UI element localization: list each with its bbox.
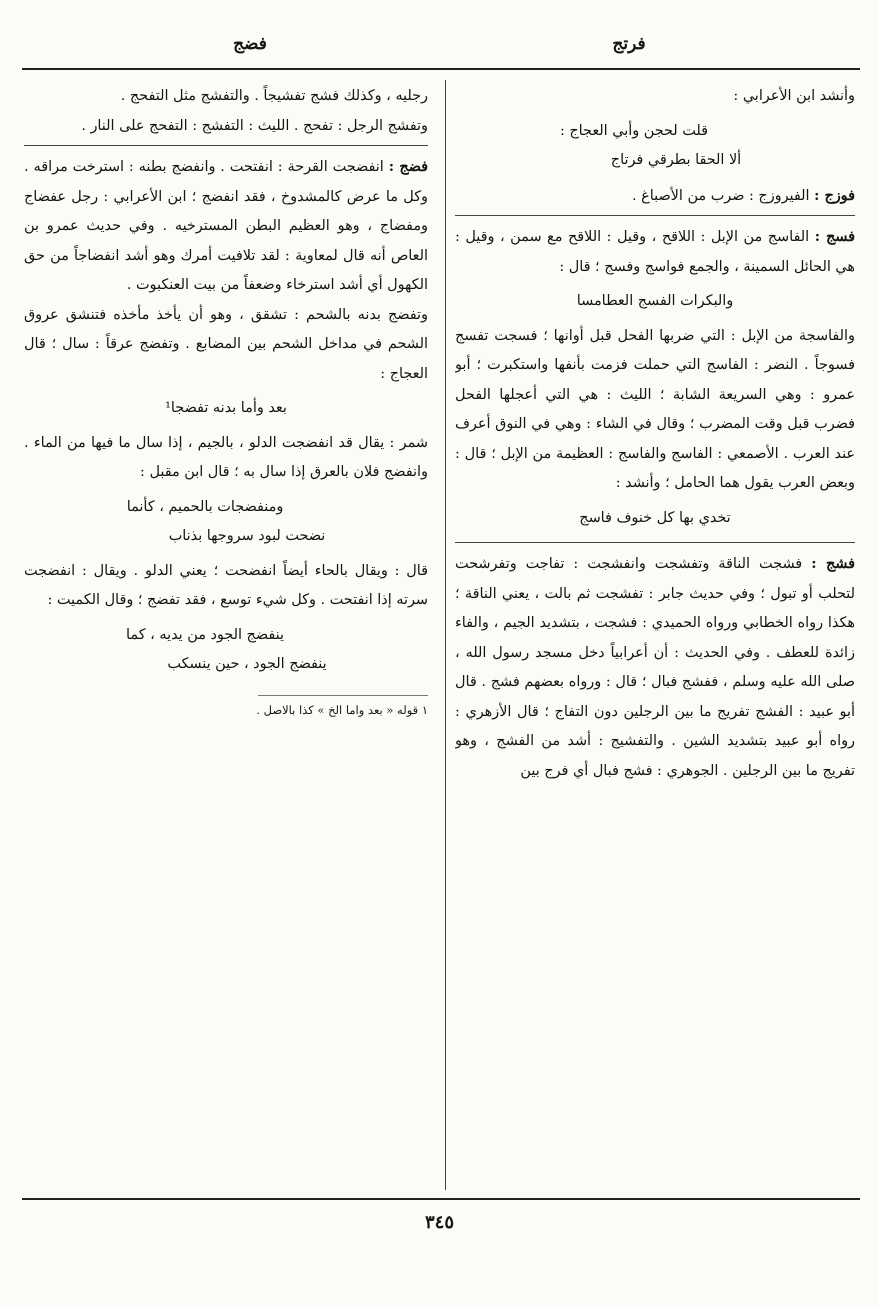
verse-line: بعد وأما بدنه تفضجا¹ xyxy=(165,400,287,416)
verse-line: ينفضج الجود ، حين ينسكب xyxy=(167,656,327,672)
entry-paragraph: قال : ويقال بالحاء أيضاً انفضحت ؛ يعني الدلو . ويقال : انفضجت سرته إذا انفتحت . وكل شيء توسع ، فقد تفضج ؛ وقال الكميت : xyxy=(24,562,428,608)
intro-line: وأنشد ابن الأعرابي : xyxy=(733,88,855,104)
column-divider xyxy=(445,80,446,1190)
verse-line: نضحت لبود سروجها بذناب xyxy=(168,528,326,544)
verse-line: والبكرات الفسج العطامسا xyxy=(576,293,734,309)
entry-fadaj xyxy=(24,152,428,301)
entry-text: انفضجت القرحة : انفتحت . وانفضج بطنه : استرخت مراقه . وكل ما عرض كالمشدوخ ، فقد انفضج ؛ ابن الأعرابي : رجل عفضاج ومفضاج ، وهو العظيم البطن المسترخيه . وفي حديث عمرو بن العاص أنه قال لمعاوية : لقد تلافيت أمرك وهو أشد انفضاجاً من حق الكهول أي أشد استرخاء وضعفاً من بيت العنكبوت . xyxy=(24,159,428,293)
entry-head: فسج : xyxy=(814,228,855,245)
entry-head: فضج : xyxy=(388,158,428,175)
footer-rule xyxy=(22,1198,860,1200)
verse-block xyxy=(24,488,428,557)
entry-head: فوزج : xyxy=(814,186,855,204)
verse-block xyxy=(455,282,855,322)
entry-fasaj xyxy=(455,222,855,282)
entry-paragraph: والفاسجة من الإبل : التي ضربها الفحل قبل أوانها ؛ فسجت تفسج فسوجاً . النضر : الفاسج التي حملت فزمت بأنفها واستكبرت ؛ أبو عمرو : وهي السريعة الشابة ؛ الليث : هي التي أعجلها الفحل فضرب قبل وقت المضرب ؛ وقال في الشاء : وهي في النوق أعرف عند العرب . الأصمعي : الفاسج والفاسج : العظيمة من الإبل ؛ قال : وبعض العرب يقول هما الحامل ؛ وأنشد : xyxy=(455,327,855,491)
entry-separator xyxy=(455,542,855,543)
entry-paragraph: رجليه ، وكذلك فشج تفشيجاً . والتفشج مثل التفحج . xyxy=(120,88,428,104)
verse-line: قلت لحجن وأبي العجاج : xyxy=(559,122,709,139)
entry-fashaj xyxy=(455,549,855,786)
right-column xyxy=(455,82,855,1192)
left-column xyxy=(24,82,428,1192)
entry-paragraph: وتفضج بدنه بالشحم : تشقق ، وهو أن يأخذ مأخذه فتنشق عروق الشحم في مداخل الشحم بين المضابع . وتفضج عرقاً : سال ؛ قال العجاج : xyxy=(24,306,428,382)
verse-line: ينفضج الجود من يديه ، كما xyxy=(126,626,284,643)
verse-line: ألا الحقا بطرقي فرتاج xyxy=(610,152,742,168)
page-number: ٣٤٥ xyxy=(424,1212,454,1233)
entry-paragraph: شمر : يقال قد انفضجت الدلو ، بالجيم ، إذا سال ما فيها من الماء . وانفضج فلان بالعرق إذا سال به ؛ قال ابن مقبل : xyxy=(24,434,428,480)
entry-text: الفيروزج : ضرب من الأصباغ . xyxy=(632,187,810,204)
header-root-word-left: فضج xyxy=(233,34,267,54)
page-header xyxy=(0,34,879,64)
entry-separator xyxy=(24,145,428,146)
verse-line: تخدي بها كل خنوف فاسج xyxy=(579,509,731,526)
entry-fawzaj xyxy=(455,181,855,212)
verse-block xyxy=(24,616,428,685)
entry-head: فشج : xyxy=(811,555,855,572)
verse-block xyxy=(24,389,428,429)
header-rule xyxy=(22,68,860,70)
footnote-rule xyxy=(258,695,428,696)
entry-text: الفاسج من الإبل : اللاقح ، وقيل : اللاقح مع سمن ، وقيل : هي الحائل السمينة ، والجمع فواسج وفسج ؛ قال : xyxy=(455,229,855,275)
header-root-word-right: فرتج xyxy=(612,34,646,54)
entry-text: فشجت الناقة وتفشجت وانفشجت : تفاجت وتفرشحت لتحلب أو تبول ؛ وفي حديث جابر : تفشجت ثم بالت ، يعني الناقة ؛ هكذا رواه الخطابي ورواه الحميدي : فشجت ، بتشديد الجيم ، والفاء زائدة للعطف . وفي الحديث : أن أعرابياً دخل مسجد رسول الله ، صلى الله عليه وسلم ، ففشج فبال ؛ قال : ورواه بعضهم فشج . قال أبو عبيد : الفشج تفريج ما بين الرجلين دون التفاج ؛ قال الأزهري : رواه أبو عبيد بتشديد الشين . والتفشيج : أشد من الفشج ، وهو تفريج ما بين الرجلين . الجوهري : فشج فبال أي فرج بين xyxy=(455,556,855,779)
verse-block xyxy=(455,499,855,539)
verse-block xyxy=(455,112,855,181)
footnote: ١ قوله « بعد واما الخ » كذا بالاصل . xyxy=(256,702,428,717)
verse-line: ومنفضجات بالحميم ، كأنما xyxy=(126,498,284,515)
entry-paragraph: وتفشج الرجل : تفحج . الليث : التفشج : التفحج على النار . xyxy=(81,117,428,134)
entry-separator xyxy=(455,215,855,216)
